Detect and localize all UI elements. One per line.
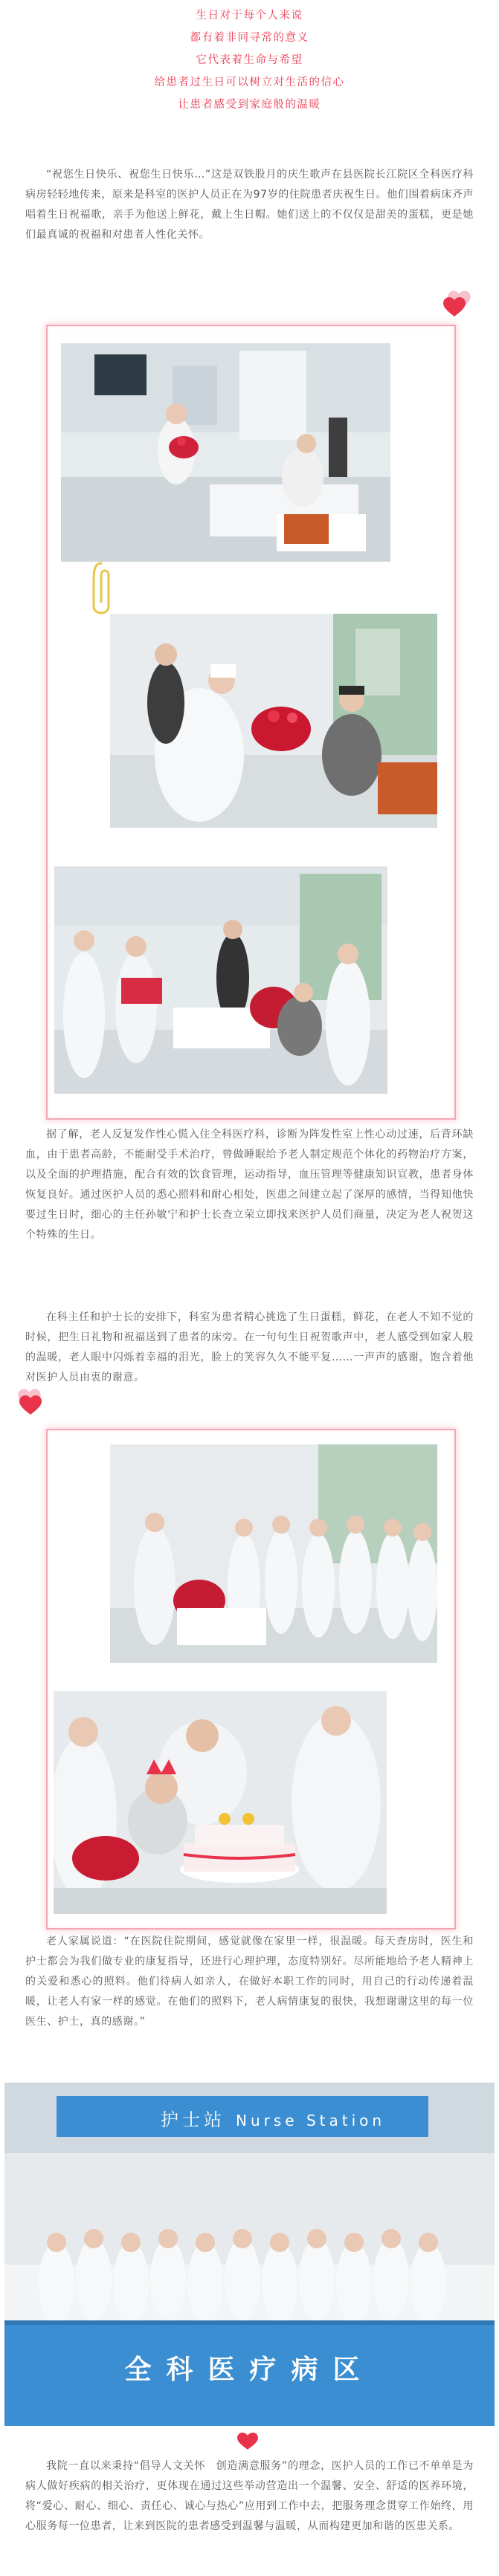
- intro-line: 让患者感受到家庭般的温暖: [178, 99, 321, 111]
- photo-nurse-presents-flowers: [110, 614, 437, 828]
- intro-line: 生日对于每个人来说: [196, 10, 303, 22]
- heart-icon: [439, 288, 474, 321]
- ward-name-sign: 全科医疗病区: [124, 2355, 375, 2385]
- nurse-station-sign-chinese: 护士站: [161, 2109, 225, 2130]
- paragraph-hospital-philosophy: 我院一直以来秉持“倡导人文关怀 创造满意服务”的理念，医护人员的工作已不单单是为病人做好疾病的相关治疗，更体现在通过这些举动营造出一个温馨、安全、舒适的医养环境，将“爱心、耐心、细心、责任心、诚心与热心”应用到工作中去，把服务理念贯穿工作始终，用心服务每一位患者，让来到医院的患者感受到温馨与温暖，从而构建更加和谐的医患关系。: [25, 2460, 474, 2532]
- intro-block: [0, 0, 499, 116]
- heart-icon: [235, 2430, 260, 2453]
- photo-birthday-cake: [54, 1691, 387, 1914]
- paragraph-birthday-song: “祝您生日快乐、祝您生日快乐…”这是双铁股月的庆生歌声在县医院长江院区全科医疗科病房轻轻地传来，原来是科室的医护人员正在为97岁的住院患者庆祝生日。他们围着病床齐声唱着生日祝福歌，亲手为他送上鲜花，戴上生日帽。她们送上的不仅仅是甜美的蛋糕，更是她们最真诚的祝福和对患者人性化关怀。: [25, 169, 474, 241]
- paragraph-treatment-background: 据了解，老人反复发作性心慌入住全科医疗科，诊断为阵发性室上性心动过速，后背环缺血，由于患者高龄，不能耐受手术治疗，曾做睡眠给予老人制定规范个体化的药物治疗方案，以及全面的护理措施，配合有效的饮食管理，运动指导，血压管理等健康知识宣教，患者身体恢复良好。通过医护人员的悉心照料和耐心相处，医患之间建立起了深厚的感情，当得知他快要过生日时，细心的主任孙敏宁和护士长查立荣立即找来医护人员们商量，决定为老人祝贺这个特殊的生日。: [25, 1129, 474, 1241]
- intro-line: 给患者过生日可以树立对生活的信心: [154, 77, 345, 88]
- nurse-station-sign: [161, 2105, 385, 2131]
- heart-icon: [15, 1386, 51, 1419]
- paragraph-birthday-surprise: 在科主任和护士长的安排下，科室为患者精心挑选了生日蛋糕，鲜花，在老人不知不觉的时候，把生日礼物和祝福送到了患者的床旁。在一句句生日祝贺歌声中，老人感受到如家人般的温暖，老人眼中闪烁着幸福的泪光，脸上的笑容久久不能平复……一声声的感谢，饱含着他对医护人员由衷的谢意。: [25, 1311, 474, 1383]
- photo-ward-birthday-arrival: [61, 343, 390, 562]
- intro-line: 它代表着生命与希望: [196, 54, 303, 66]
- paperclip-icon: [91, 559, 120, 620]
- photo-staff-singing: [110, 1444, 437, 1663]
- paragraph-family-testimony: 老人家属说道：“在医院住院期间，感觉就像在家里一样，很温暖。每天查房时，医生和护士都会为我们做专业的康复指导，还进行心理护理，态度特别好。尽所能地给予老人精神上的关爱和悉心的照料。他们待病人如亲人，在做好本职工作的同时，用自己的行动传递着温暖，让老人有家一样的感觉。在他们的照料下，老人病情康复的很快，我想谢谢这里的每一位医生、护士，真的感谢。”: [25, 1936, 474, 2028]
- intro-line: 都有着非同寻常的意义: [190, 32, 309, 44]
- nurse-station-sign-english: Nurse Station: [236, 2112, 386, 2129]
- photo-nurse-station-group: [4, 2083, 495, 2426]
- photo-birthday-group-ward: [54, 866, 387, 1094]
